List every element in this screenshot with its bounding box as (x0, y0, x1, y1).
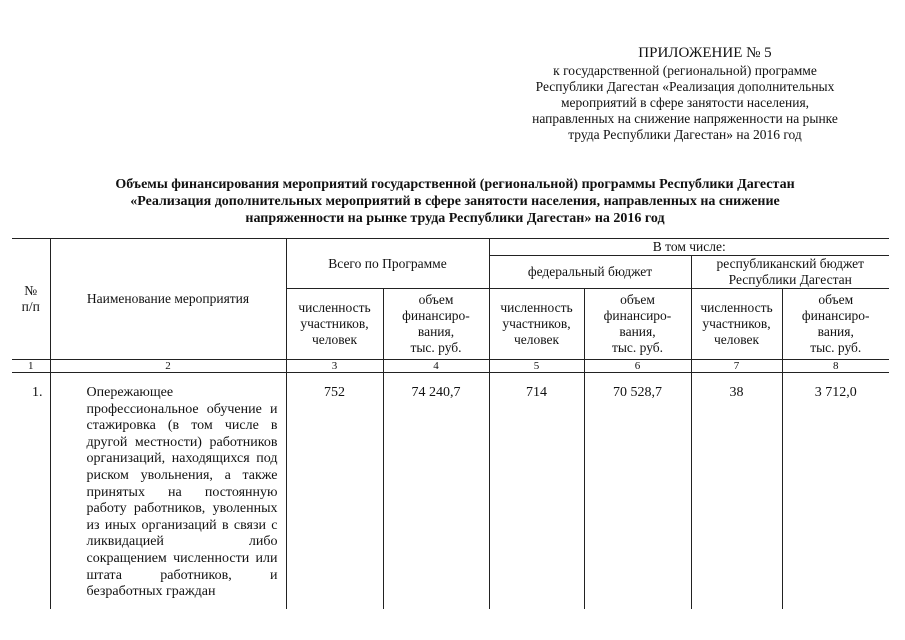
document-title-line: Объемы финансирования мероприятий государственной (региональной) программы Республики Дагестан (115, 177, 795, 192)
header-republic-funding: объем финансиро- вания, тыс. руб. (782, 289, 889, 360)
document-title (40, 176, 870, 227)
column-number: 4 (383, 360, 489, 373)
document-title-line: «Реализация дополнительных мероприятий в сфере занятости населения, направленных на снижение (130, 194, 780, 209)
row-total-funding: 74 240,7 (383, 373, 489, 609)
column-number: 1 (12, 360, 50, 373)
header-federal: федеральный бюджет (489, 256, 691, 289)
header-num: № п/п (12, 239, 50, 360)
appendix-header (500, 44, 870, 143)
row-activity-name: Опережающее профессиональное обучение и стажировка (в том числе в другой местности) работников организаций, находящихся под риском увольнения, а также принятых на постоянную работу работников, уволенных из иных организаций в связи с ликвидацией либо сокращением численности или штата работников, и безработных граждан (50, 373, 286, 609)
row-republic-participants: 38 (691, 373, 782, 609)
column-number: 8 (782, 360, 889, 373)
header-federal-funding: объем финансиро- вания, тыс. руб. (584, 289, 691, 360)
header-total-participants: численность участников, человек (286, 289, 383, 360)
header-federal-participants: численность участников, человек (489, 289, 584, 360)
document-title-line: напряженности на рынке труда Республики Дагестан» на 2016 год (245, 211, 665, 226)
header-total-funding: объем финансиро- вания, тыс. руб. (383, 289, 489, 360)
column-number: 6 (584, 360, 691, 373)
appendix-title: ПРИЛОЖЕНИЕ № 5 (638, 45, 772, 61)
appendix-line: направленных на снижение напряженности на рынке (532, 111, 838, 126)
row-federal-participants: 714 (489, 373, 584, 609)
table-row (12, 373, 889, 609)
header-total: Всего по Программе (286, 239, 489, 289)
header-name: Наименование мероприятия (50, 239, 286, 360)
column-number: 2 (50, 360, 286, 373)
header-including: В том числе: (489, 239, 889, 256)
appendix-line: мероприятий в сфере занятости населения, (560, 95, 810, 110)
row-republic-funding: 3 712,0 (782, 373, 889, 609)
appendix-line: к государственной (региональной) программе (553, 63, 817, 78)
appendix-line: Республики Дагестан «Реализация дополнительных (535, 79, 835, 94)
column-number: 3 (286, 360, 383, 373)
header-republic: республиканский бюджет Республики Дагестан (691, 256, 889, 289)
column-number: 7 (691, 360, 782, 373)
row-federal-funding: 70 528,7 (584, 373, 691, 609)
header-republic-participants: численность участников, человек (691, 289, 782, 360)
column-number: 5 (489, 360, 584, 373)
row-number: 1. (12, 373, 50, 609)
appendix-line: труда Республики Дагестан» на 2016 год (568, 127, 802, 142)
financing-table (12, 238, 889, 609)
row-total-participants: 752 (286, 373, 383, 609)
